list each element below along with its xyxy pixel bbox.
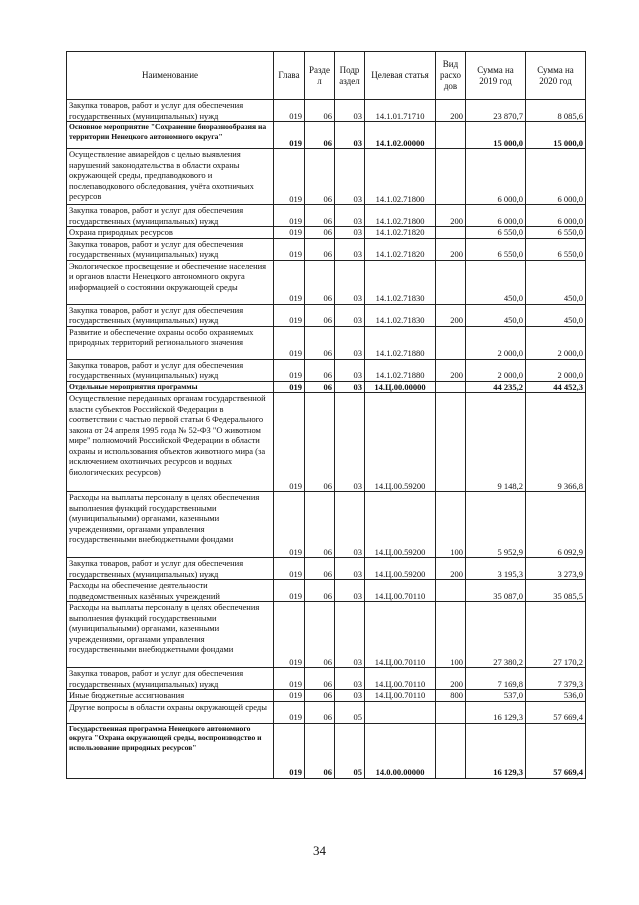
cell-podrazdel: 03 — [335, 602, 365, 668]
table-row — [67, 668, 586, 690]
cell-glava: 019 — [274, 227, 305, 239]
cell-razdel: 06 — [305, 227, 335, 239]
cell-podrazdel: 03 — [335, 492, 365, 558]
table-row — [67, 690, 586, 702]
cell-celevaya: 14.Ц.00.59200 — [365, 492, 436, 558]
cell-glava: 019 — [274, 238, 305, 260]
cell-podrazdel: 03 — [335, 393, 365, 492]
cell-sum2020: 6 550,0 — [526, 227, 586, 239]
table-row — [67, 205, 586, 227]
cell-razdel: 06 — [305, 492, 335, 558]
cell-podrazdel: 03 — [335, 381, 365, 393]
cell-glava: 019 — [274, 100, 305, 122]
cell-celevaya: 14.1.02.71800 — [365, 149, 436, 205]
cell-vid: 200 — [436, 238, 466, 260]
cell-vid: 200 — [436, 558, 466, 580]
table-row — [67, 122, 586, 149]
cell-glava: 019 — [274, 492, 305, 558]
table-row — [67, 393, 586, 492]
cell-sum2019: 7 169,8 — [466, 668, 526, 690]
cell-celevaya: 14.Ц.00.59200 — [365, 393, 436, 492]
cell-name: Экологическое просвещение и обеспечение населения и органов власти Ненецкого автономного округа информацией о состоянии окружающей среды — [67, 260, 274, 304]
cell-vid — [436, 381, 466, 393]
cell-name: Охрана природных ресурсов — [67, 227, 274, 239]
cell-sum2019: 9 148,2 — [466, 393, 526, 492]
cell-sum2020: 6 000,0 — [526, 149, 586, 205]
cell-name: Расходы на выплаты персоналу в целях обеспечения выполнения функций государственными (муниципальными) органами, казенными учреждениями, органами управления государственными внебюджетными фондами — [67, 602, 274, 668]
cell-celevaya — [365, 701, 436, 723]
cell-vid — [436, 122, 466, 149]
cell-sum2019: 6 550,0 — [466, 238, 526, 260]
cell-glava: 019 — [274, 122, 305, 149]
cell-glava: 019 — [274, 393, 305, 492]
table-row — [67, 558, 586, 580]
cell-sum2019: 450,0 — [466, 304, 526, 326]
cell-vid — [436, 260, 466, 304]
cell-celevaya: 14.Ц.00.70110 — [365, 690, 436, 702]
cell-name: Другие вопросы в области охраны окружающей среды — [67, 701, 274, 723]
cell-sum2020: 2 000,0 — [526, 326, 586, 359]
cell-sum2020: 6 000,0 — [526, 205, 586, 227]
cell-sum2020: 450,0 — [526, 304, 586, 326]
table-row — [67, 227, 586, 239]
cell-sum2019: 537,0 — [466, 690, 526, 702]
cell-celevaya: 14.Ц.00.70110 — [365, 668, 436, 690]
cell-razdel: 06 — [305, 149, 335, 205]
cell-name: Иные бюджетные ассигнования — [67, 690, 274, 702]
cell-razdel: 06 — [305, 723, 335, 778]
cell-sum2020: 57 669,4 — [526, 723, 586, 778]
cell-glava: 019 — [274, 558, 305, 580]
table-row — [67, 149, 586, 205]
cell-razdel: 06 — [305, 122, 335, 149]
cell-podrazdel: 03 — [335, 326, 365, 359]
cell-name: Отдельные мероприятия программы — [67, 381, 274, 393]
cell-name: Закупка товаров, работ и услуг для обеспечения государственных (муниципальных) нужд — [67, 359, 274, 381]
cell-sum2019: 2 000,0 — [466, 326, 526, 359]
cell-glava: 019 — [274, 668, 305, 690]
cell-glava: 019 — [274, 602, 305, 668]
cell-vid — [436, 723, 466, 778]
cell-glava: 019 — [274, 149, 305, 205]
cell-name: Осуществление переданных органам государственной власти субъектов Российской Федерации в соответствии с частью первой статьи 6 Федерального закона от 24 апреля 1995 года № 52-ФЗ "О животном мире" полномочий Российской Федерации в области охраны и использования объектов животного мира (за исключением охотничьих ресурсов и водных биологических ресурсов) — [67, 393, 274, 492]
cell-glava: 019 — [274, 580, 305, 602]
header-sum-2019: Сумма на 2019 год — [466, 52, 526, 100]
cell-razdel: 06 — [305, 602, 335, 668]
cell-glava: 019 — [274, 690, 305, 702]
cell-sum2020: 536,0 — [526, 690, 586, 702]
page-number: 34 — [313, 843, 326, 858]
cell-razdel: 06 — [305, 359, 335, 381]
cell-sum2019: 15 000,0 — [466, 122, 526, 149]
table-row — [67, 492, 586, 558]
table-row — [67, 260, 586, 304]
cell-celevaya: 14.Ц.00.70110 — [365, 580, 436, 602]
cell-vid: 100 — [436, 492, 466, 558]
cell-vid: 200 — [436, 668, 466, 690]
cell-podrazdel: 03 — [335, 359, 365, 381]
header-vid: Вид расхо дов — [436, 52, 466, 100]
cell-sum2020: 8 085,6 — [526, 100, 586, 122]
cell-sum2020: 6 092,9 — [526, 492, 586, 558]
cell-razdel: 06 — [305, 393, 335, 492]
table-row — [67, 580, 586, 602]
cell-celevaya: 14.1.02.71880 — [365, 326, 436, 359]
table-row — [67, 381, 586, 393]
cell-podrazdel: 03 — [335, 690, 365, 702]
cell-vid: 200 — [436, 100, 466, 122]
table-row — [67, 359, 586, 381]
cell-podrazdel: 03 — [335, 558, 365, 580]
cell-glava: 019 — [274, 260, 305, 304]
table-row — [67, 602, 586, 668]
cell-name: Основное мероприятие "Сохранение биоразнообразия на территории Ненецкого автономного округа" — [67, 122, 274, 149]
cell-razdel: 06 — [305, 304, 335, 326]
cell-razdel: 06 — [305, 701, 335, 723]
cell-name: Расходы на выплаты персоналу в целях обеспечения выполнения функций государственными (муниципальными) органами, казенными учреждениями, органами управления государственными внебюджетными фондами — [67, 492, 274, 558]
cell-sum2019: 6 550,0 — [466, 227, 526, 239]
cell-name: Закупка товаров, работ и услуг для обеспечения государственных (муниципальных) нужд — [67, 205, 274, 227]
header-razdel: Разде л — [305, 52, 335, 100]
cell-celevaya: 14.1.02.71800 — [365, 205, 436, 227]
cell-name: Закупка товаров, работ и услуг для обеспечения государственных (муниципальных) нужд — [67, 304, 274, 326]
cell-sum2019: 6 000,0 — [466, 205, 526, 227]
table-row — [67, 304, 586, 326]
cell-podrazdel: 03 — [335, 122, 365, 149]
cell-sum2020: 450,0 — [526, 260, 586, 304]
cell-glava: 019 — [274, 205, 305, 227]
cell-sum2019: 23 870,7 — [466, 100, 526, 122]
cell-name: Закупка товаров, работ и услуг для обеспечения государственных (муниципальных) нужд — [67, 238, 274, 260]
budget-table — [66, 51, 586, 779]
cell-name: Государственная программа Ненецкого автономного округа "Охрана окружающей среды, воспроизводство и использование природных ресурсов" — [67, 723, 274, 778]
cell-celevaya: 14.1.02.71830 — [365, 304, 436, 326]
table-row — [67, 723, 586, 778]
cell-podrazdel: 03 — [335, 227, 365, 239]
cell-podrazdel: 05 — [335, 723, 365, 778]
cell-name: Закупка товаров, работ и услуг для обеспечения государственных (муниципальных) нужд — [67, 668, 274, 690]
cell-podrazdel: 03 — [335, 260, 365, 304]
cell-celevaya: 14.Ц.00.59200 — [365, 558, 436, 580]
header-row — [67, 52, 586, 100]
cell-vid: 200 — [436, 359, 466, 381]
cell-glava: 019 — [274, 723, 305, 778]
cell-vid — [436, 227, 466, 239]
header-glava: Глава — [274, 52, 305, 100]
cell-sum2019: 2 000,0 — [466, 359, 526, 381]
cell-podrazdel: 03 — [335, 304, 365, 326]
cell-sum2019: 5 952,9 — [466, 492, 526, 558]
cell-podrazdel: 03 — [335, 205, 365, 227]
cell-podrazdel: 03 — [335, 238, 365, 260]
cell-vid — [436, 149, 466, 205]
header-celevaya: Целевая статья — [365, 52, 436, 100]
cell-sum2019: 6 000,0 — [466, 149, 526, 205]
cell-sum2019: 16 129,3 — [466, 701, 526, 723]
cell-celevaya: 14.1.02.00000 — [365, 122, 436, 149]
cell-podrazdel: 03 — [335, 668, 365, 690]
cell-celevaya: 14.Ц.00.70110 — [365, 602, 436, 668]
cell-razdel: 06 — [305, 205, 335, 227]
cell-celevaya: 14.Ц.00.00000 — [365, 381, 436, 393]
cell-glava: 019 — [274, 326, 305, 359]
cell-glava: 019 — [274, 359, 305, 381]
cell-razdel: 06 — [305, 381, 335, 393]
cell-sum2020: 6 550,0 — [526, 238, 586, 260]
cell-glava: 019 — [274, 701, 305, 723]
cell-sum2019: 16 129,3 — [466, 723, 526, 778]
cell-celevaya: 14.1.02.71830 — [365, 260, 436, 304]
header-name: Наименование — [67, 52, 274, 100]
cell-sum2019: 450,0 — [466, 260, 526, 304]
cell-vid: 100 — [436, 602, 466, 668]
cell-celevaya: 14.1.02.71880 — [365, 359, 436, 381]
cell-podrazdel: 03 — [335, 580, 365, 602]
cell-sum2020: 57 669,4 — [526, 701, 586, 723]
cell-glava: 019 — [274, 304, 305, 326]
cell-celevaya: 14.0.00.00000 — [365, 723, 436, 778]
cell-razdel: 06 — [305, 100, 335, 122]
cell-sum2020: 27 170,2 — [526, 602, 586, 668]
cell-sum2020: 15 000,0 — [526, 122, 586, 149]
cell-name: Развитие и обеспечение охраны особо охраняемых природных территорий регионального значения — [67, 326, 274, 359]
cell-name: Осуществление авиарейдов с целью выявления нарушений законодательства в области охраны окружающей среды, предпаводкового и послепаводкового обследования, учёта охотничьих ресурсов — [67, 149, 274, 205]
cell-razdel: 06 — [305, 260, 335, 304]
cell-sum2020: 3 273,9 — [526, 558, 586, 580]
cell-razdel: 06 — [305, 238, 335, 260]
cell-razdel: 06 — [305, 690, 335, 702]
cell-vid: 200 — [436, 205, 466, 227]
cell-sum2020: 2 000,0 — [526, 359, 586, 381]
cell-celevaya: 14.1.02.71820 — [365, 227, 436, 239]
cell-name: Закупка товаров, работ и услуг для обеспечения государственных (муниципальных) нужд — [67, 100, 274, 122]
cell-celevaya: 14.1.02.71820 — [365, 238, 436, 260]
cell-podrazdel: 05 — [335, 701, 365, 723]
cell-sum2019: 35 087,0 — [466, 580, 526, 602]
table-row — [67, 326, 586, 359]
cell-sum2020: 9 366,8 — [526, 393, 586, 492]
cell-podrazdel: 03 — [335, 149, 365, 205]
cell-razdel: 06 — [305, 326, 335, 359]
cell-vid — [436, 701, 466, 723]
table-row — [67, 701, 586, 723]
cell-sum2020: 44 452,3 — [526, 381, 586, 393]
cell-razdel: 06 — [305, 558, 335, 580]
cell-name: Расходы на обеспечение деятельности подведомственных казённых учреждений — [67, 580, 274, 602]
cell-razdel: 06 — [305, 668, 335, 690]
cell-razdel: 06 — [305, 580, 335, 602]
cell-vid — [436, 580, 466, 602]
cell-name: Закупка товаров, работ и услуг для обеспечения государственных (муниципальных) нужд — [67, 558, 274, 580]
cell-sum2019: 3 195,3 — [466, 558, 526, 580]
cell-vid: 800 — [436, 690, 466, 702]
cell-sum2019: 27 380,2 — [466, 602, 526, 668]
table-row — [67, 238, 586, 260]
cell-vid — [436, 393, 466, 492]
cell-vid — [436, 326, 466, 359]
cell-vid: 200 — [436, 304, 466, 326]
header-podrazdel: Подр аздел — [335, 52, 365, 100]
cell-podrazdel: 03 — [335, 100, 365, 122]
cell-sum2019: 44 235,2 — [466, 381, 526, 393]
cell-sum2020: 35 085,5 — [526, 580, 586, 602]
cell-celevaya: 14.1.01.71710 — [365, 100, 436, 122]
cell-sum2020: 7 379,3 — [526, 668, 586, 690]
table-row — [67, 100, 586, 122]
header-sum-2020: Сумма на 2020 год — [526, 52, 586, 100]
cell-glava: 019 — [274, 381, 305, 393]
